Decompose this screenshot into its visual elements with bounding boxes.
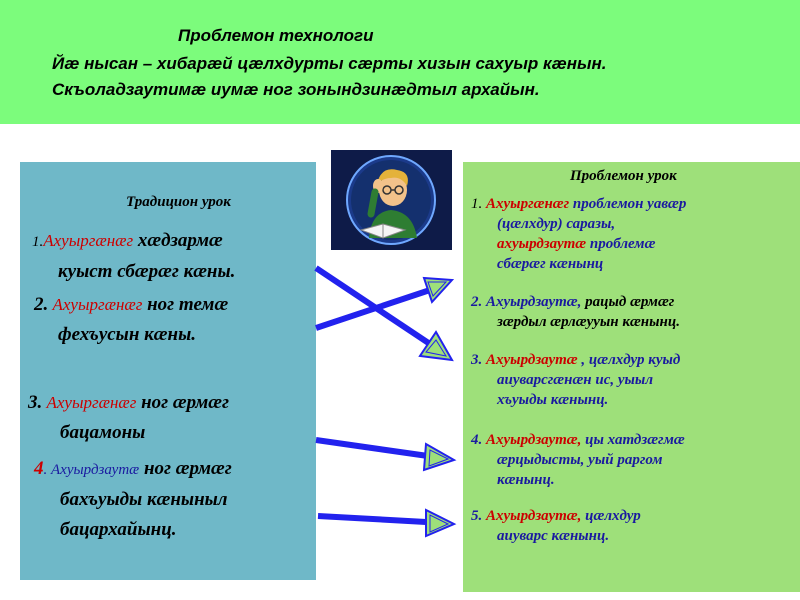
arrow-1 [316, 268, 452, 360]
problem-item-3: 3. Ахуырдзаутæ , цæлхдур куыд аиуварсгæнæн ис, уыыл хъуыды кæнынц. [471, 352, 681, 408]
traditional-item-3: 3. Ахуыргæнæг ног æрмæг бацамоны [28, 392, 229, 443]
traditional-lesson-title: Традицион урок [126, 194, 231, 210]
problem-item-5: 5. Ахуырдзаутæ, цæлхдур аиуварс кæнынц. [471, 508, 641, 544]
header-title: Проблемон технологи [178, 26, 374, 45]
traditional-item-1: 1.Ахуыргæнæг хæдзармæ куыст сбæрæг кæны. [32, 230, 236, 282]
problem-item-1: 1. Ахуыргæнæг проблемон уавæр (цæлхдур) саразы, ахуырдзаутæ проблемæ сбæрæг кæнынц [471, 196, 687, 272]
problem-lesson-panel [463, 162, 800, 592]
traditional-item-4: 4. Ахуырдзаутæ ног æрмæг бахъуыды кæныныл бацархайынц. [34, 458, 232, 540]
arrow-4 [318, 510, 454, 536]
arrow-2 [316, 278, 452, 328]
header-banner [0, 0, 800, 124]
problem-item-4: 4. Ахуырдзаутæ, цы хатдзæгмæ æрцыдысты, уый раргом кæнынц. [471, 432, 685, 488]
problem-item-2: 2. Ахуырдзаутæ, рацыд æрмæг зæрдыл æрлæууын кæнынц. [471, 294, 680, 330]
arrow-3 [316, 440, 454, 470]
problem-lesson-title: Проблемон урок [570, 168, 677, 184]
header-goal-line: Йæ нысан – хибарæй цæлхдурты сæрты хизын сахуыр кæнын. [52, 54, 607, 73]
student-thinking-icon [331, 150, 452, 250]
traditional-item-2: 2. Ахуыргæнæг ног темæ фехъусын кæны. [34, 294, 229, 345]
student-thinking-picture [331, 150, 452, 250]
header-work-line: Скъоладзаутимæ иумæ ног зонындзинæдтыл архайын. [52, 80, 540, 99]
traditional-lesson-panel [20, 162, 316, 580]
